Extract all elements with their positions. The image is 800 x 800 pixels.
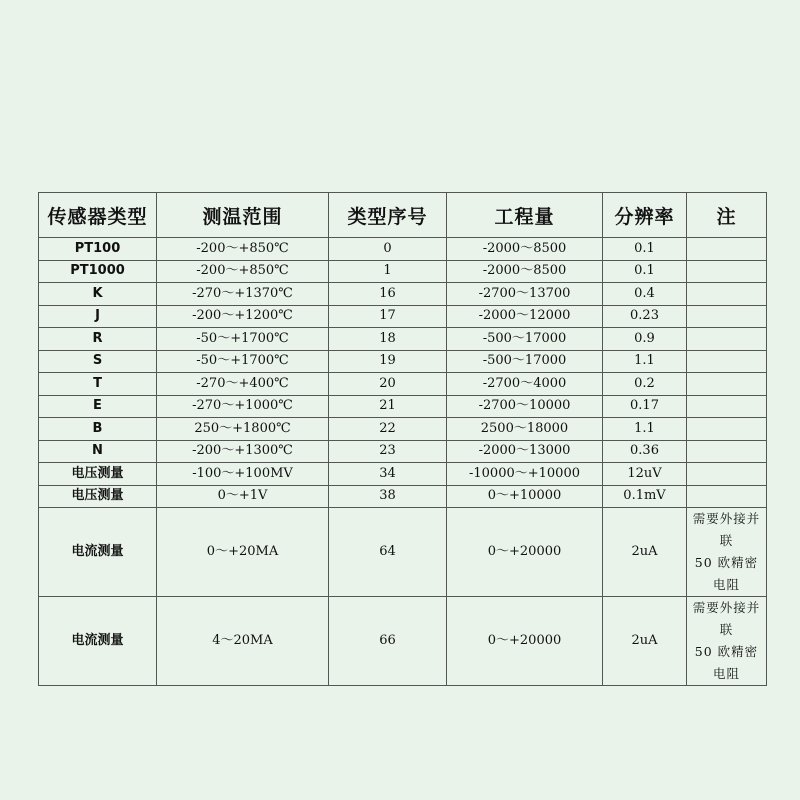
resolution-cell: 0.9 (603, 328, 687, 351)
resolution-cell: 0.2 (603, 373, 687, 396)
table-row (39, 440, 767, 463)
table-row (39, 508, 767, 597)
resolution-cell: 0.1mV (603, 485, 687, 508)
note-cell (687, 463, 767, 486)
note-line: 50 欧精密电阻 (694, 555, 759, 592)
range-cell: 250～+1800℃ (157, 418, 329, 441)
engineering-cell: -10000～+10000 (447, 463, 603, 486)
sensor-type-cell: E (39, 395, 157, 418)
resolution-cell: 0.4 (603, 283, 687, 306)
range-cell: -200～+850℃ (157, 260, 329, 283)
table-row (39, 305, 767, 328)
range-cell: 0～+20MA (157, 508, 329, 597)
code-cell: 38 (329, 485, 447, 508)
engineering-cell: 0～+10000 (447, 485, 603, 508)
resolution-cell: 1.1 (603, 418, 687, 441)
sensor-type-cell: R (39, 328, 157, 351)
table-row (39, 597, 767, 686)
note-cell (687, 418, 767, 441)
engineering-cell: -2000～12000 (447, 305, 603, 328)
code-cell: 0 (329, 238, 447, 261)
engineering-cell: 0～+20000 (447, 597, 603, 686)
sensor-type-cell: 电流测量 (39, 597, 157, 686)
sensor-type-cell: J (39, 305, 157, 328)
resolution-cell: 0.23 (603, 305, 687, 328)
note-cell (687, 597, 767, 686)
note-cell (687, 350, 767, 373)
note-cell (687, 440, 767, 463)
note-cell (687, 283, 767, 306)
range-cell: -200～+850℃ (157, 238, 329, 261)
sensor-type-table (38, 192, 767, 686)
engineering-cell: -2700～4000 (447, 373, 603, 396)
code-cell: 18 (329, 328, 447, 351)
code-cell: 20 (329, 373, 447, 396)
note-cell (687, 328, 767, 351)
header-row (39, 193, 767, 238)
sensor-type-cell: PT100 (39, 238, 157, 261)
sensor-type-cell: T (39, 373, 157, 396)
header-temperature-range: 测温范围 (157, 193, 329, 238)
header-type-code: 类型序号 (329, 193, 447, 238)
table-row (39, 283, 767, 306)
range-cell: -270～+1000℃ (157, 395, 329, 418)
range-cell: -100～+100MV (157, 463, 329, 486)
header-note: 注 (687, 193, 767, 238)
engineering-cell: -500～17000 (447, 328, 603, 351)
resolution-cell: 0.17 (603, 395, 687, 418)
note-line: 需要外接并联 (692, 511, 761, 548)
note-cell (687, 508, 767, 597)
table-row (39, 328, 767, 351)
engineering-cell: -2700～10000 (447, 395, 603, 418)
resolution-cell: 12uV (603, 463, 687, 486)
code-cell: 17 (329, 305, 447, 328)
note-line: 需要外接并联 (692, 600, 761, 637)
table-row (39, 485, 767, 508)
table-row (39, 418, 767, 441)
engineering-cell: -2000～8500 (447, 238, 603, 261)
resolution-cell: 0.1 (603, 260, 687, 283)
code-cell: 16 (329, 283, 447, 306)
engineering-cell: -500～17000 (447, 350, 603, 373)
table-row (39, 463, 767, 486)
range-cell: 0～+1V (157, 485, 329, 508)
table-row (39, 373, 767, 396)
range-cell: -200～+1200℃ (157, 305, 329, 328)
sensor-type-cell: 电压测量 (39, 485, 157, 508)
sensor-type-cell: 电流测量 (39, 508, 157, 597)
resolution-cell: 1.1 (603, 350, 687, 373)
header-resolution: 分辨率 (603, 193, 687, 238)
engineering-cell: -2000～13000 (447, 440, 603, 463)
engineering-cell: 2500～18000 (447, 418, 603, 441)
code-cell: 21 (329, 395, 447, 418)
range-cell: 4～20MA (157, 597, 329, 686)
sensor-type-cell: B (39, 418, 157, 441)
table-row (39, 260, 767, 283)
note-cell (687, 395, 767, 418)
note-cell (687, 305, 767, 328)
code-cell: 23 (329, 440, 447, 463)
range-cell: -50～+1700℃ (157, 350, 329, 373)
note-cell (687, 238, 767, 261)
code-cell: 64 (329, 508, 447, 597)
resolution-cell: 2uA (603, 597, 687, 686)
engineering-cell: -2700～13700 (447, 283, 603, 306)
resolution-cell: 2uA (603, 508, 687, 597)
note-cell (687, 485, 767, 508)
sensor-type-cell: S (39, 350, 157, 373)
sensor-type-cell: 电压测量 (39, 463, 157, 486)
note-cell (687, 373, 767, 396)
sensor-type-cell: PT1000 (39, 260, 157, 283)
sensor-type-cell: K (39, 283, 157, 306)
header-engineering-value: 工程量 (447, 193, 603, 238)
range-cell: -200～+1300℃ (157, 440, 329, 463)
code-cell: 22 (329, 418, 447, 441)
table-row (39, 350, 767, 373)
code-cell: 34 (329, 463, 447, 486)
table-row (39, 238, 767, 261)
note-line: 50 欧精密电阻 (694, 644, 759, 681)
code-cell: 1 (329, 260, 447, 283)
resolution-cell: 0.36 (603, 440, 687, 463)
sensor-type-cell: N (39, 440, 157, 463)
code-cell: 19 (329, 350, 447, 373)
engineering-cell: 0～+20000 (447, 508, 603, 597)
code-cell: 66 (329, 597, 447, 686)
range-cell: -270～+1370℃ (157, 283, 329, 306)
header-sensor-type: 传感器类型 (39, 193, 157, 238)
range-cell: -50～+1700℃ (157, 328, 329, 351)
engineering-cell: -2000～8500 (447, 260, 603, 283)
note-cell (687, 260, 767, 283)
table-row (39, 395, 767, 418)
resolution-cell: 0.1 (603, 238, 687, 261)
range-cell: -270～+400℃ (157, 373, 329, 396)
